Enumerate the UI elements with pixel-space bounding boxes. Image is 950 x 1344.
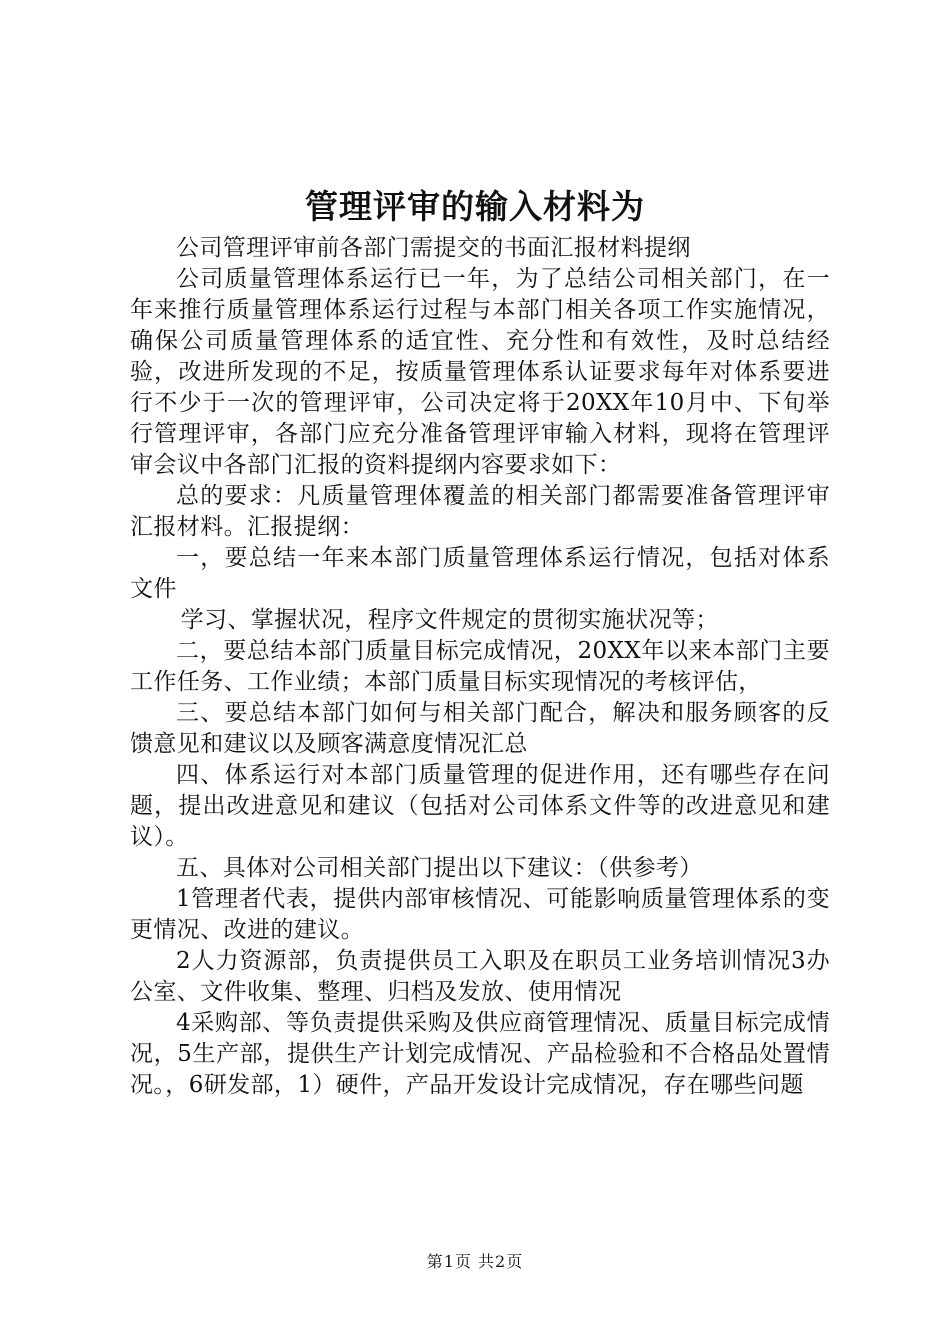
paragraph-item-3: 三、要总结本部门如何与相关部门配合，解决和服务顾客的反馈意见和建议以及顾客满意度情况汇总 bbox=[130, 700, 830, 757]
paragraph-item-5: 五、具体对公司相关部门提出以下建议：（供参考） bbox=[176, 855, 703, 881]
paragraph-suggestion-1: 1管理者代表，提供内部审核情况、可能影响质量管理体系的变更情况、改进的建议。 bbox=[130, 886, 830, 943]
paragraph-item-2: 二，要总结本部门质量目标完成情况，20XX年以来本部门主要工作任务、工作业绩；本部门质量目标实现情况的考核评估， bbox=[130, 638, 830, 695]
paragraph-intro: 公司质量管理体系运行已一年，为了总结公司相关部门，在一年来推行质量管理体系运行过程与本部门相关各项工作实施情况，确保公司质量管理体系的适宜性、充分性和有效性，及时总结经验，改进所发现的不足，按质量管理体系认证要求每年对体系要进行不少于一次的管理评审，公司决定将于20XX年10月中、下旬举行管理评审，各部门应充分准备管理评审输入材料，现将在管理评审会议中各部门汇报的资料提纲内容要求如下： bbox=[130, 266, 830, 478]
paragraph-general-requirement: 总的要求：凡质量管理体覆盖的相关部门都需要准备管理评审汇报材料。汇报提纲： bbox=[130, 483, 830, 540]
page-number-footer: 第1页 共2页 bbox=[426, 1252, 524, 1271]
document-body bbox=[130, 233, 830, 1101]
paragraph-item-1: 一，要总结一年来本部门质量管理体系运行情况，包括对体系文件 bbox=[130, 545, 830, 602]
paragraph-item-1-continued: 学习、掌握状况，程序文件规定的贯彻实施状况等； bbox=[180, 607, 719, 633]
paragraph-outline-heading: 公司管理评审前各部门需提交的书面汇报材料提纲 bbox=[176, 235, 691, 261]
paragraph-item-4: 四、体系运行对本部门质量管理的促进作用，还有哪些存在问题，提出改进意见和建议（包括对公司体系文件等的改进意见和建议）。 bbox=[130, 762, 830, 850]
paragraph-suggestion-4-6: 4采购部、等负责提供采购及供应商管理情况、质量目标完成情况，5生产部，提供生产计划完成情况、产品检验和不合格品处置情况。，6研发部，1）硬件，产品开发设计完成情况，存在哪些问题 bbox=[130, 1010, 830, 1098]
paragraph-suggestion-2-3: 2人力资源部，负责提供员工入职及在职员工业务培训情况3办公室、文件收集、整理、归档及发放、使用情况 bbox=[130, 948, 830, 1005]
document-title: 管理评审的输入材料为 bbox=[305, 187, 645, 226]
